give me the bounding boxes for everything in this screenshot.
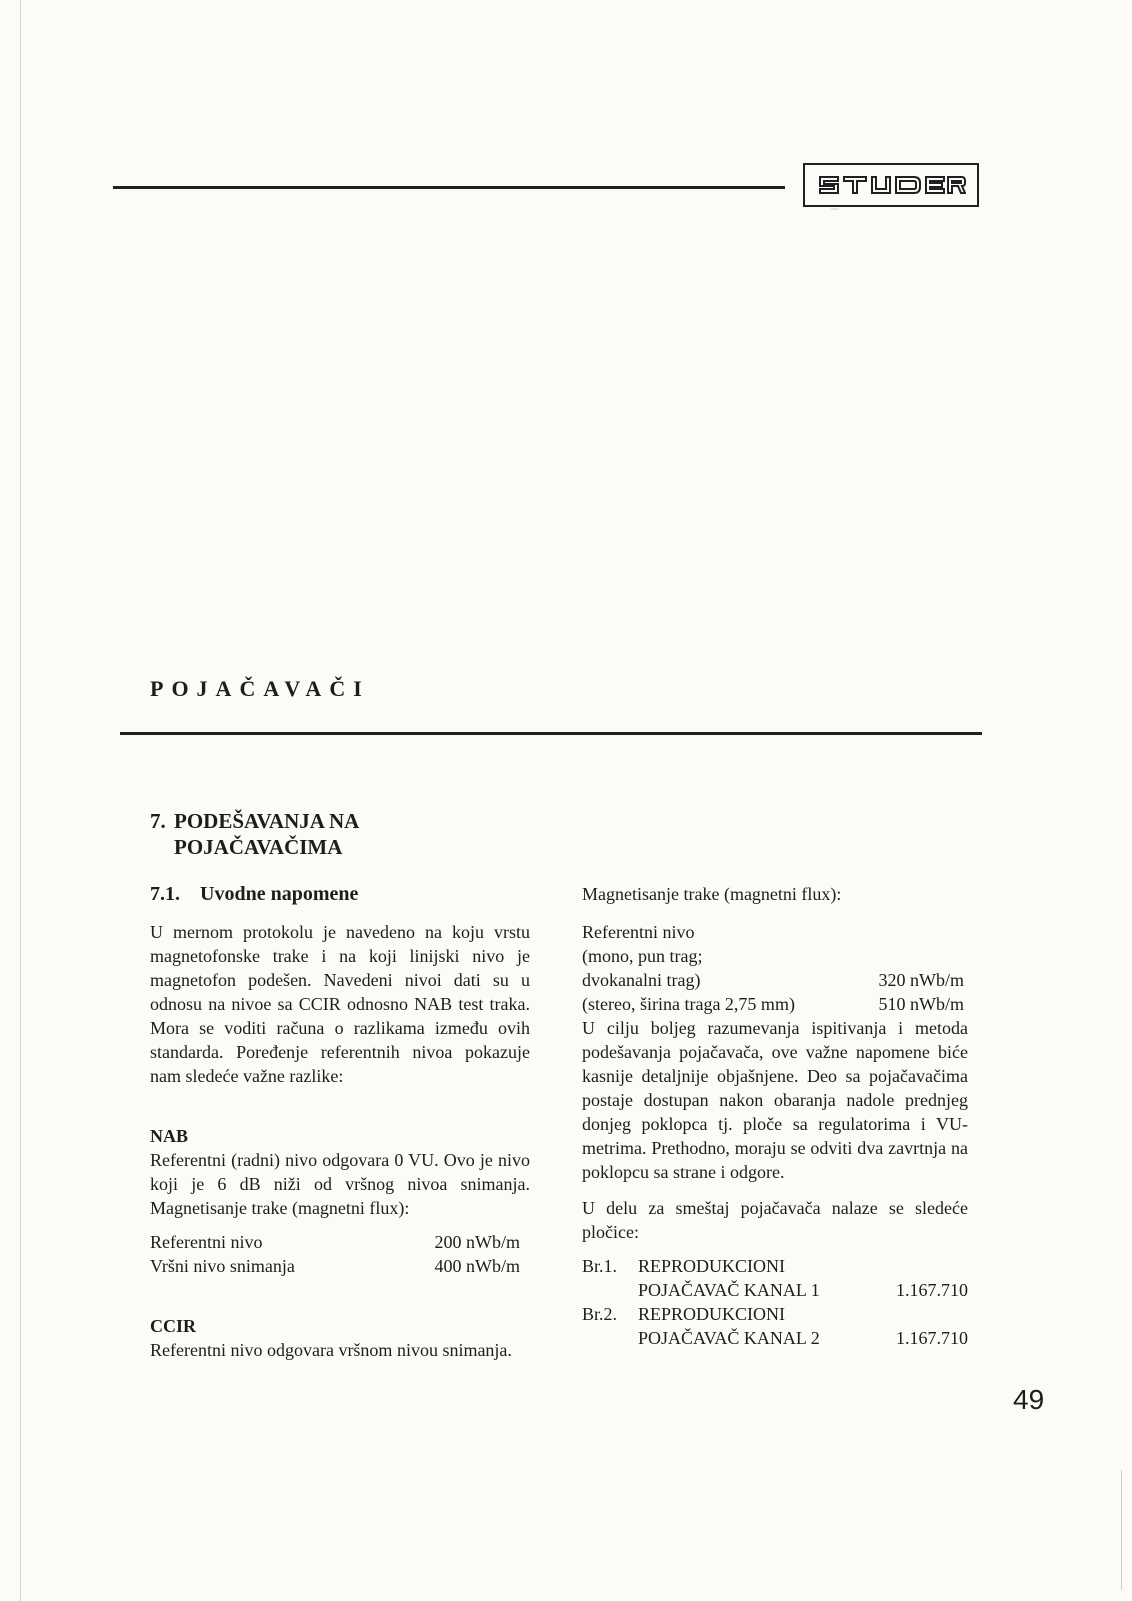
nab-spec-row [150,1230,520,1254]
dual-track-label: dvokanalni trag) [582,970,701,990]
nab-spec-value: 200 nWb/m [434,1232,520,1252]
chapter-title-line-2: POJAČAVAČIMA [174,835,343,859]
nab-paragraph: Referentni (radni) nivo odgovara 0 VU. Ovo je nivo koji je 6 dB niži od vršnog nivoa snimanja. Magnetisanje trake (magnetni flux): [150,1150,530,1218]
right-column [582,882,968,1350]
header-rule [113,186,785,189]
header-mark [831,208,839,210]
flux-spec-group [582,920,968,1016]
subsection-title [150,882,530,906]
boards-intro: U delu za smeštaj pojačavača nalaze se sledeće pločice: [582,1198,968,1242]
ccir-title: CCIR [150,1316,197,1336]
nab-title: NAB [150,1126,189,1146]
board-row [582,1278,968,1302]
explanation-paragraph: U cilju boljeg razumevanja ispitivanja i metoda podešavanja pojačavača, ove važne napomene biće kasnije detaljnije objašnjene. Deo sa pojačavačima postaje dostupan nakon obaranja nadole prednjeg donjeg poklopca tj. ploče sa regulatorima i VU-metrima. Prethodno, moraju se odviti dva zavrtnja na poklopcu sa strane i odgore. [582,1018,968,1182]
reference-level-label: Referentni nivo [582,922,695,942]
board-number: Br.2. [582,1304,618,1324]
chapter-title [150,808,510,860]
board-name-line-1: REPRODUKCIONI [638,1304,786,1324]
nab-spec-row [150,1254,520,1278]
section-rule [120,732,982,735]
stereo-row [582,992,964,1016]
page-edge-right [1121,1470,1122,1590]
board-name-line-2: POJAČAVAČ KANAL 2 [638,1328,820,1348]
studer-logo-mark [816,170,966,200]
flux-heading: Magnetisanje trake (magnetni flux): [582,884,842,904]
stereo-value: 510 nWb/m [878,994,964,1014]
dual-track-row [582,968,964,992]
stereo-label: (stereo, širina traga 2,75 mm) [582,994,795,1014]
chapter-title-line-1: PODEŠAVANJA NA [174,809,360,833]
nab-spec-label: Referentni nivo [150,1232,263,1252]
page-edge-left [20,0,21,1601]
nab-spec-table [150,1230,520,1278]
board-row [582,1254,968,1278]
subsection-number: 7.1. [150,883,180,905]
board-code: 1.167.710 [896,1328,968,1348]
board-indent [582,1326,638,1350]
nab-spec-label: Vršni nivo snimanja [150,1256,295,1276]
board-code: 1.167.710 [896,1280,968,1300]
board-row [582,1326,968,1350]
ccir-paragraph: Referentni nivo odgovara vršnom nivou snimanja. [150,1340,512,1360]
board-item [582,1302,968,1350]
left-column [150,882,530,1362]
board-name-line-1: REPRODUKCIONI [638,1256,786,1276]
section-heading: POJAČAVAČI [150,676,370,701]
chapter-number: 7. [150,809,166,833]
board-row [582,1302,968,1326]
boards-list [582,1254,968,1350]
page-number: 49 [1013,1384,1045,1415]
intro-paragraph: U mernom protokolu je navedeno na koju vrstu magnetofonske trake i na koji linijski nivo je magnetofon podešen. Navedeni nivoi dati su u odnosu na nivoe sa CCIR odnosno NAB test traka. Mora se voditi računa o razlikama između ovih standarda. Poređenje referentnih nivoa pokazuje nam sledeće važne razlike: [150,922,530,1086]
board-indent [582,1278,638,1302]
board-name-line-2: POJAČAVAČ KANAL 1 [638,1280,820,1300]
mono-label: (mono, pun trag; [582,946,703,966]
board-item [582,1254,968,1302]
nab-spec-value: 400 nWb/m [434,1256,520,1276]
studer-logo [803,163,979,207]
subsection-name: Uvodne napomene [200,883,359,905]
board-number: Br.1. [582,1256,618,1276]
dual-track-value: 320 nWb/m [878,970,964,990]
